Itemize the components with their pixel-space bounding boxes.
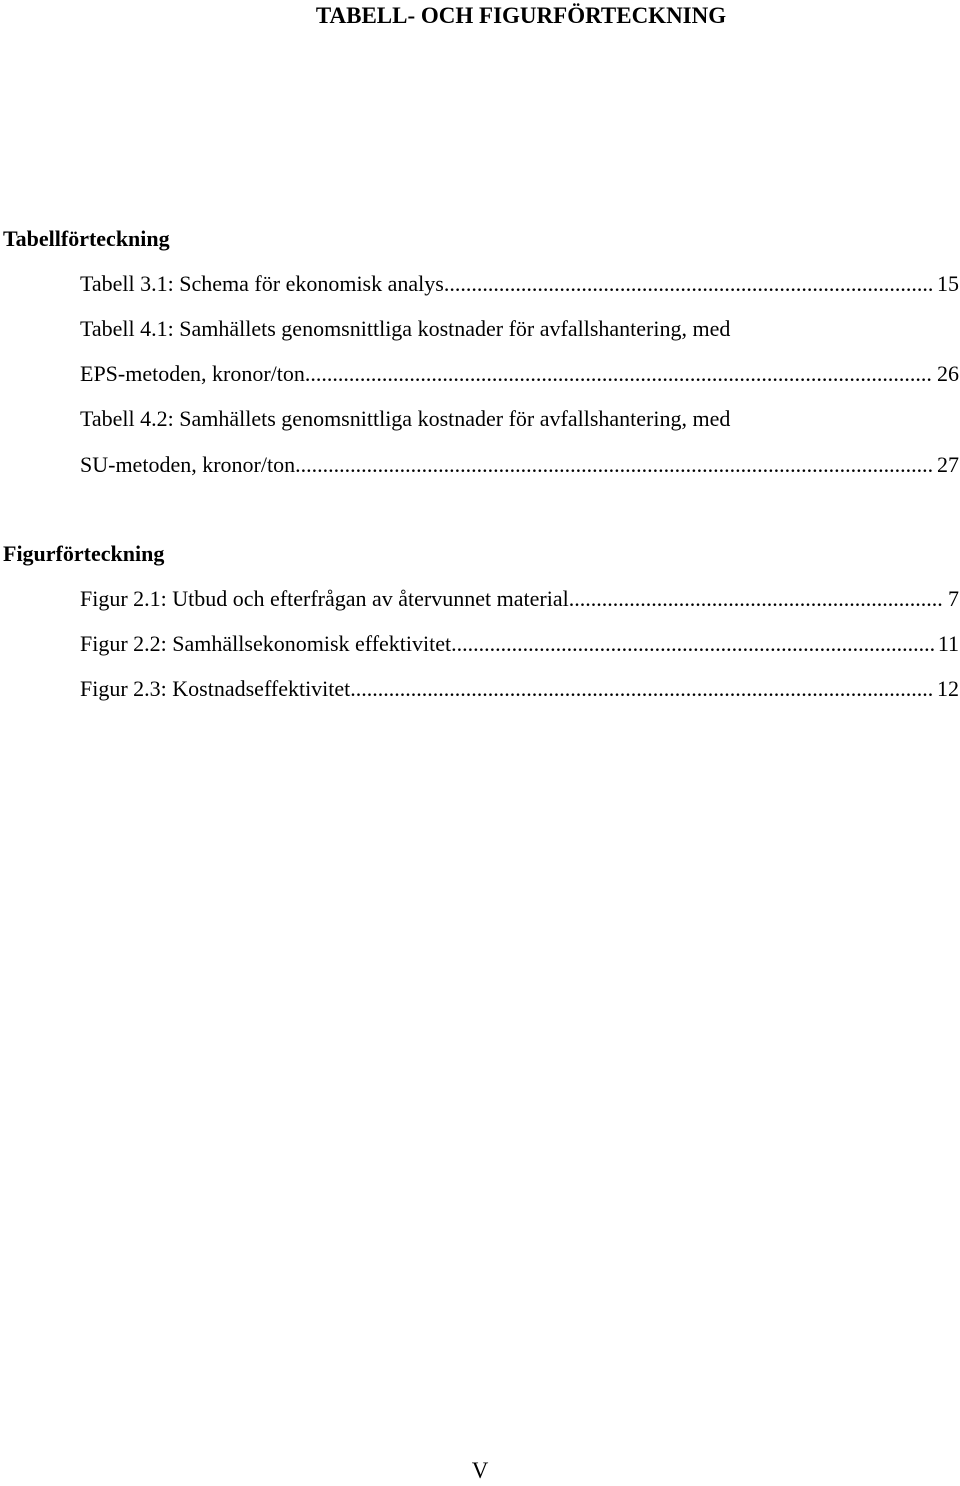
toc-entry-table-4-1-line1[interactable]: Tabell 4.1: Samhällets genomsnittliga kostnader för avfallshantering, med <box>80 316 731 341</box>
dot-leader <box>444 269 933 299</box>
toc-entry-figure-2-3[interactable] <box>80 674 959 704</box>
toc-entry-page: 12 <box>937 676 959 701</box>
toc-entry-table-4-1[interactable] <box>80 359 959 389</box>
toc-entry-page: 15 <box>937 271 959 296</box>
toc-entry-table-4-2[interactable] <box>80 450 959 480</box>
toc-entry-label: Figur 2.1: Utbud och efterfrågan av återvunnet material <box>80 586 569 611</box>
toc-entry-table-3-1[interactable] <box>80 269 959 299</box>
toc-entry-page: 27 <box>937 452 959 477</box>
toc-entry-label: Figur 2.2: Samhällsekonomisk effektivitet <box>80 631 452 656</box>
dot-leader <box>295 450 933 480</box>
toc-entry-label: SU-metoden, kronor/ton <box>80 452 296 477</box>
toc-entry-page: 7 <box>948 586 959 611</box>
toc-entry-page: 26 <box>937 361 959 386</box>
toc-entry-label: EPS-metoden, kronor/ton <box>80 361 305 386</box>
page-number: V <box>471 1458 489 1483</box>
figure-list-heading: Figurförteckning <box>3 541 165 566</box>
toc-entry-figure-2-2[interactable] <box>80 629 959 659</box>
toc-entry-label: Figur 2.3: Kostnadseffektivitet <box>80 676 351 701</box>
toc-entry-label: Tabell 3.1: Schema för ekonomisk analys <box>80 271 444 296</box>
toc-entry-page: 11 <box>937 631 959 656</box>
dot-leader <box>451 629 934 659</box>
table-list-heading: Tabellförteckning <box>3 226 170 251</box>
page-title: TABELL- OCH FIGURFÖRTECKNING <box>315 3 727 28</box>
dot-leader <box>569 584 944 614</box>
dot-leader <box>305 359 933 389</box>
dot-leader <box>350 674 933 704</box>
toc-entry-figure-2-1[interactable] <box>80 584 959 614</box>
toc-entry-table-4-2-line1[interactable]: Tabell 4.2: Samhällets genomsnittliga kostnader för avfallshantering, med <box>80 406 731 431</box>
